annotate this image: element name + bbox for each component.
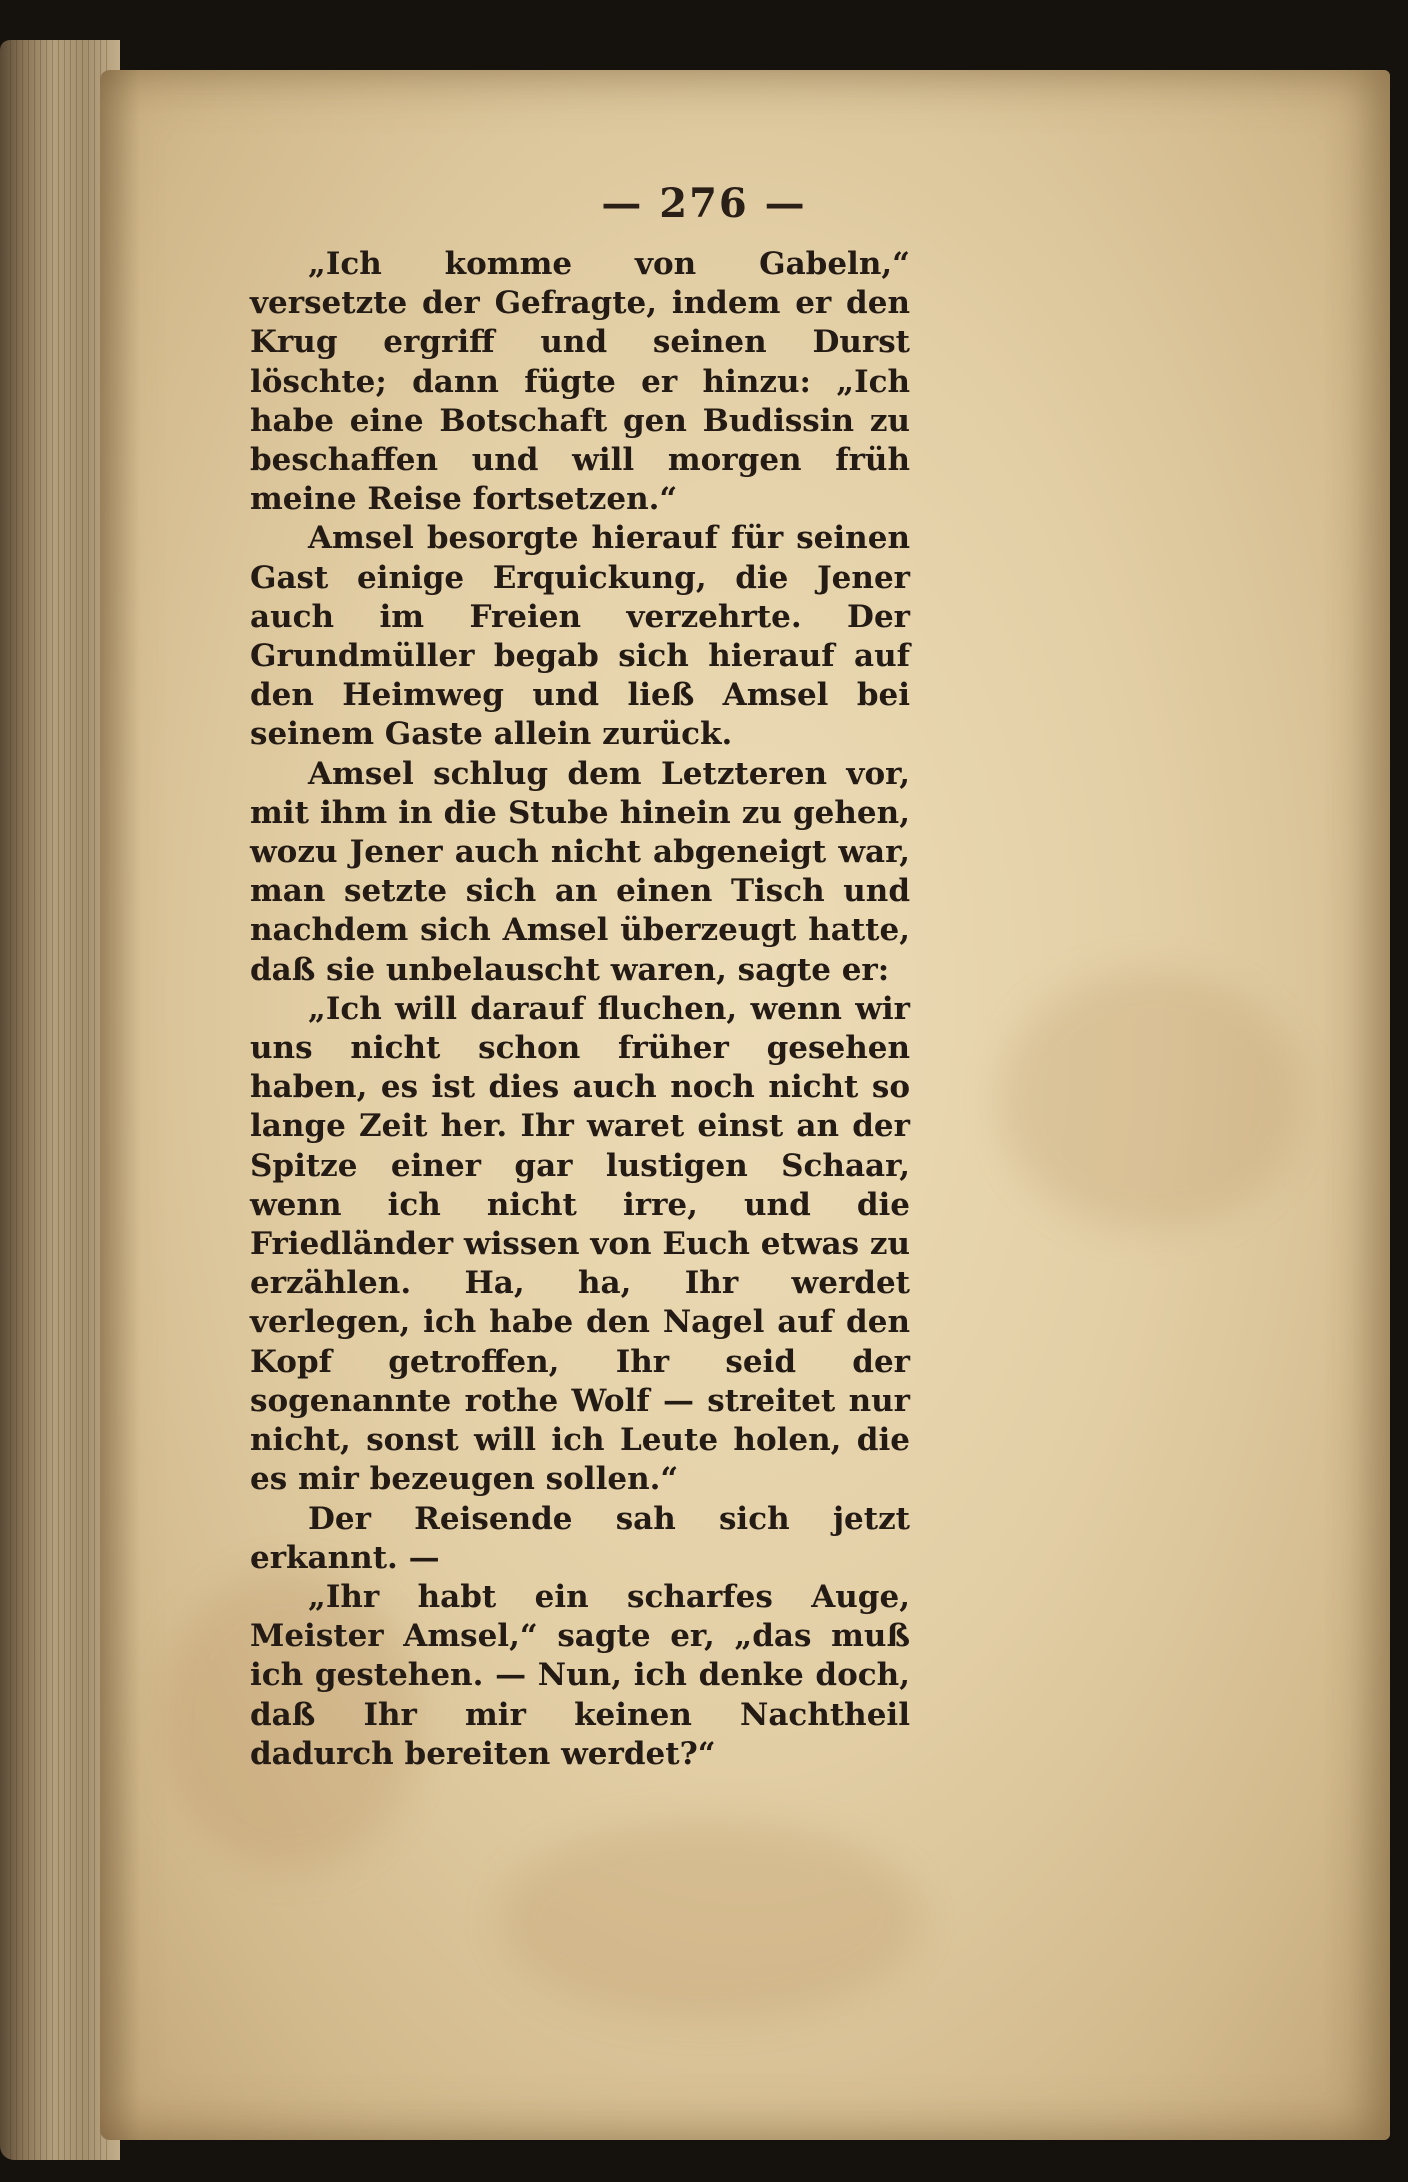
paragraph: „Ich komme von Gabeln,“ versetzte der Gefragte, indem er den Krug ergriff und seinen Durst löschte; dann fügte er hinzu: „Ich habe eine Botschaft gen Budissin zu beschaffen und will morgen früh meine Reise fortsetzen.“ <box>250 246 910 518</box>
paragraph: „Ihr habt ein scharfes Auge, Meister Amsel,“ sagte er, „das muß ich gestehen. — Nun, ich denke doch, daß Ihr mir keinen Nachtheil dadurch bereiten werdet?“ <box>250 1578 910 1772</box>
body-text <box>250 245 910 1774</box>
paragraph: Der Reisende sah sich jetzt erkannt. — <box>250 1500 910 1576</box>
paragraph: Amsel besorgte hierauf für seinen Gast einige Erquickung, die Jener auch im Freien verzehrte. Der Grundmüller begab sich hierauf auf den Heimweg und ließ Amsel bei seinem Gaste allein zurück. <box>250 520 910 753</box>
page-number: — 276 — <box>601 180 807 227</box>
paper-stain <box>1000 970 1300 1230</box>
paragraph: „Ich will darauf fluchen, wenn wir uns nicht schon früher gesehen haben, es ist dies auch noch nicht so lange Zeit her. Ihr waret einst an der Spitze einer gar lustigen Schaar, wenn ich nicht irre, und die Friedländer wissen von Euch etwas zu erzählen. Ha, ha, Ihr werdet verlegen, ich habe den Nagel auf den Kopf getroffen, Ihr seid der sogenannte rothe Wolf — streitet nur nicht, sonst will ich Leute holen, die es mir bezeugen sollen.“ <box>250 990 910 1498</box>
paragraph: Amsel schlug dem Letzteren vor, mit ihm in die Stube hinein zu gehen, wozu Jener auch nicht abgeneigt war, man setzte sich an einen Tisch und nachdem sich Amsel überzeugt hatte, daß sie unbelauscht waren, sagte er: <box>250 755 910 988</box>
paper-stain <box>500 1820 920 2020</box>
